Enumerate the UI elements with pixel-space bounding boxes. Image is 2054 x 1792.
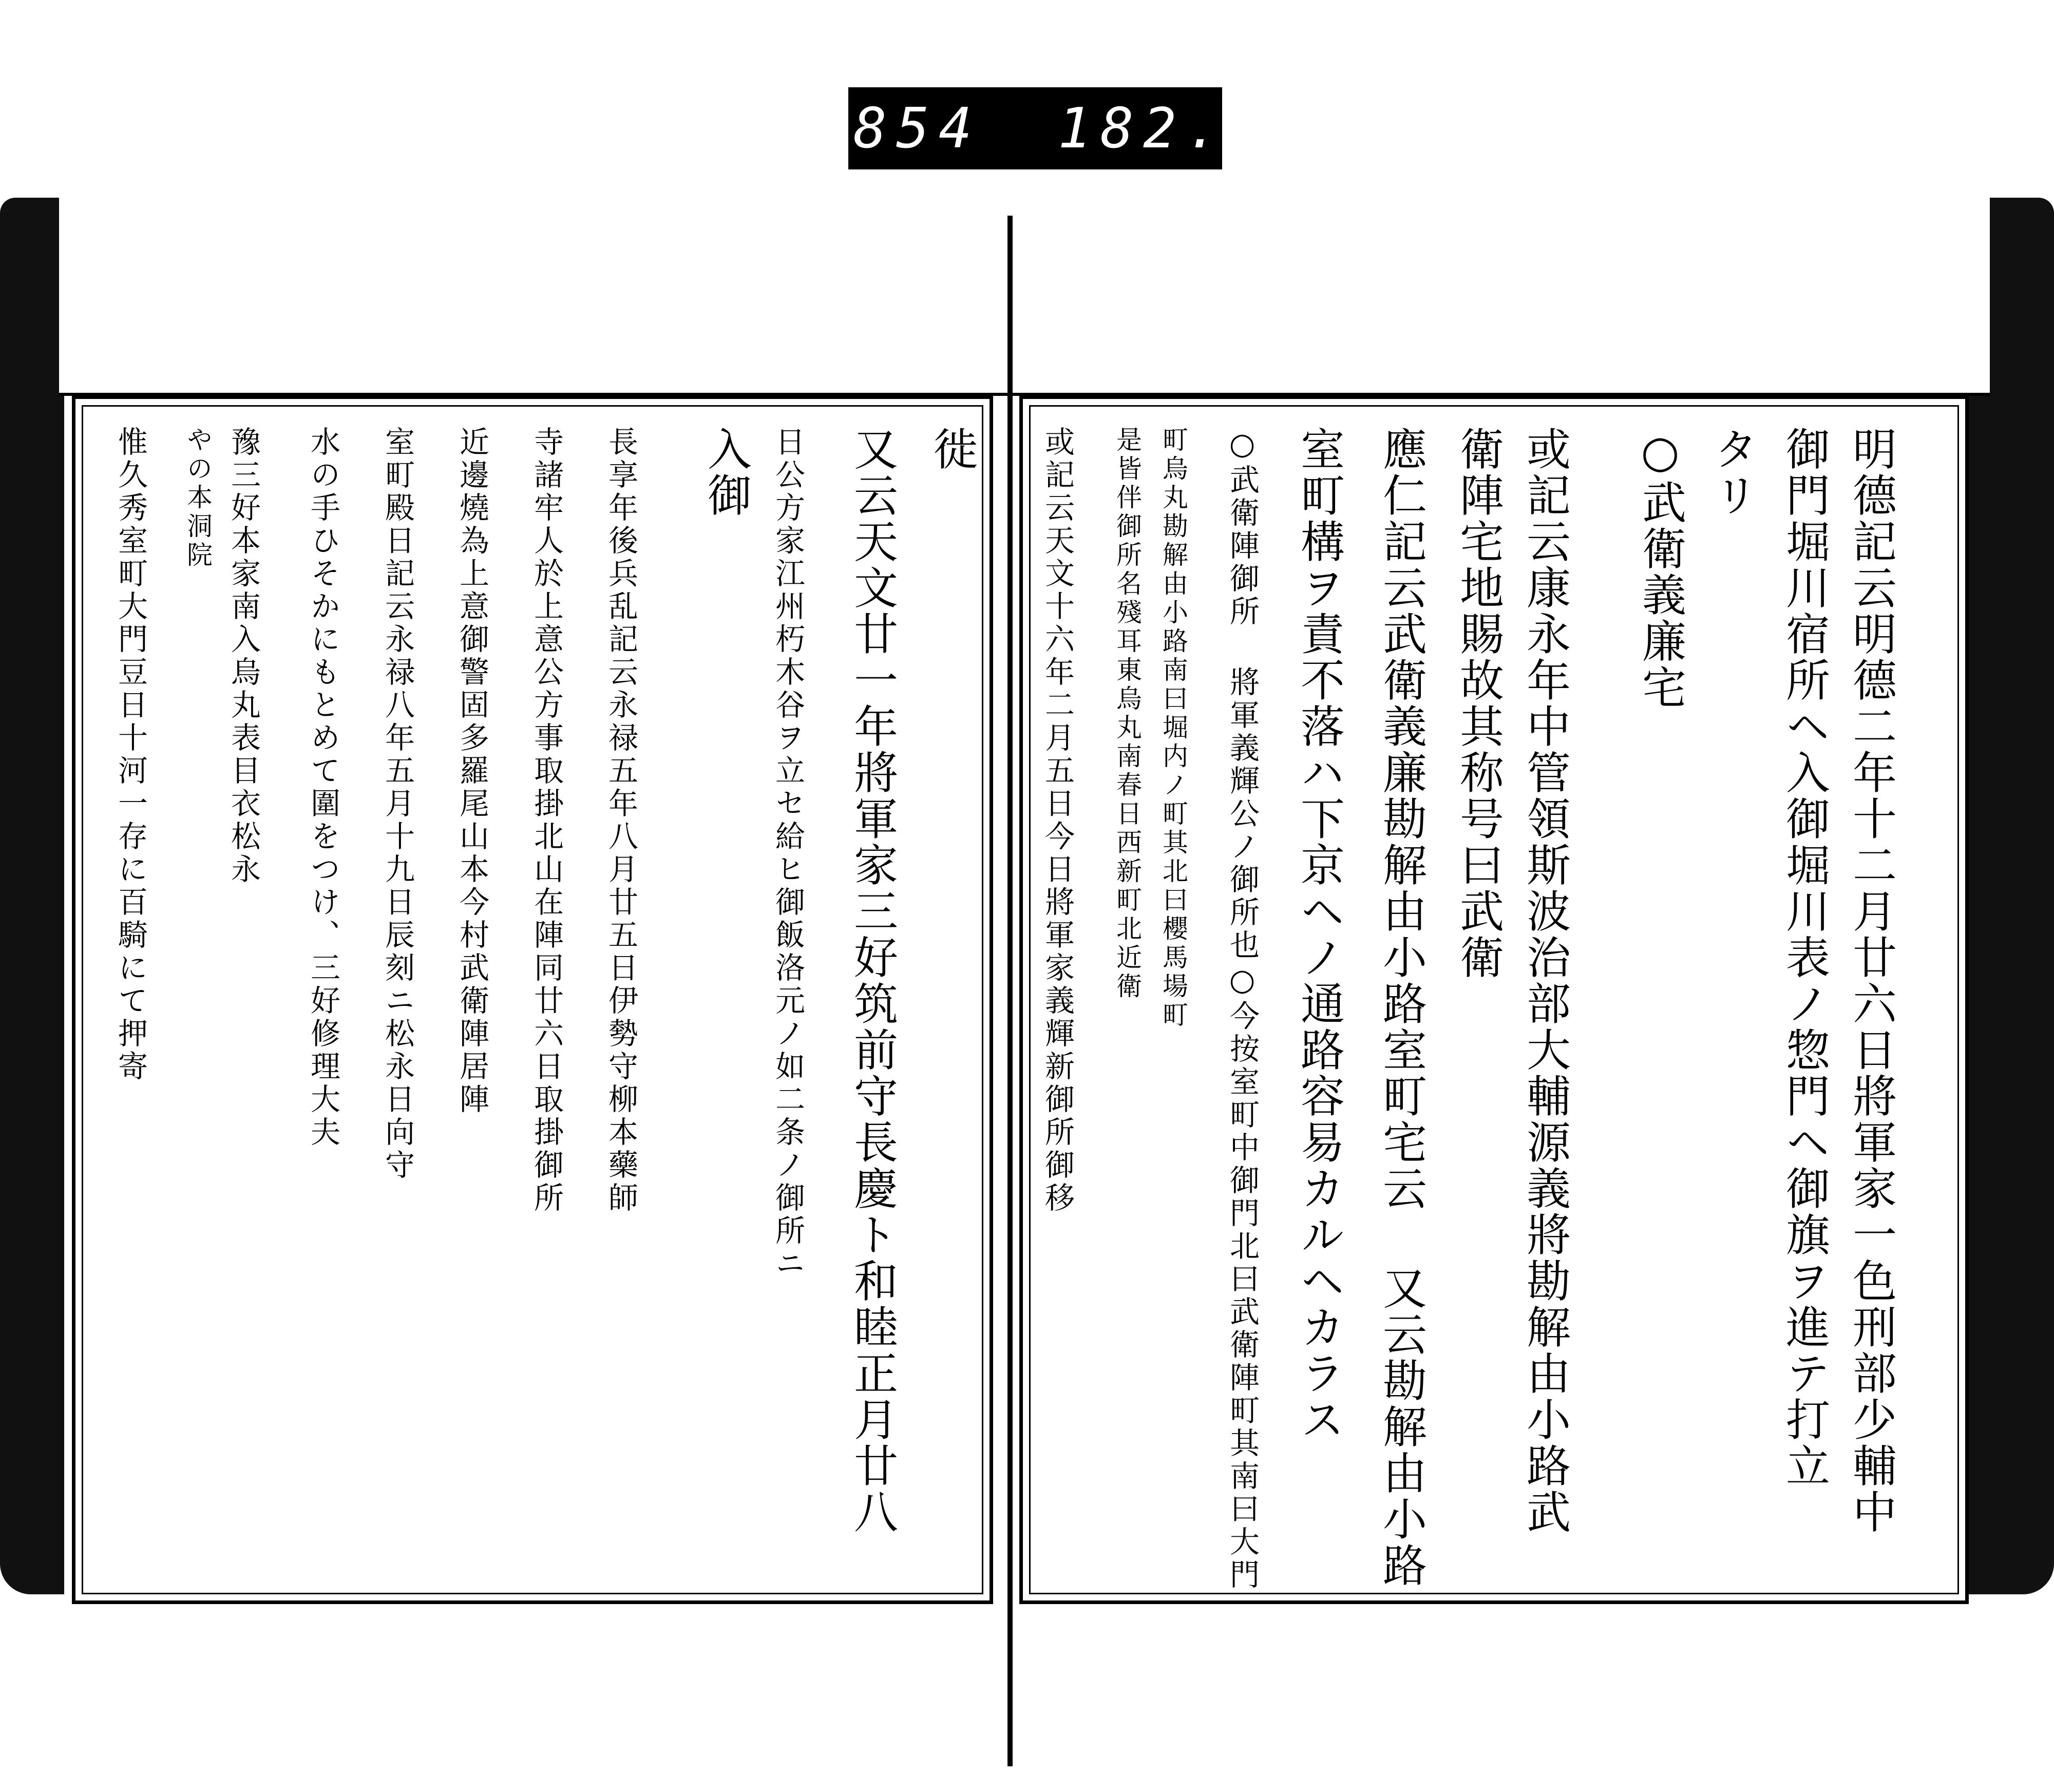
text-column: 或記云康永年中管領斯波治部大輔源義將勘解由小路武 [1519,426,1570,1535]
text-column: 御門堀川宿所ヘ入御堀川表ノ惣門ヘ御旗ヲ進テ打立 [1778,426,1830,1489]
book-edge-left [0,198,64,1594]
text-column: 又云天文廿一年將軍家三好筑前守長慶ト和睦正月廿八 [846,426,898,1535]
scan-label-right: 182. [1058,97,1229,161]
text-column: 是皆伴御所名殘耳東烏丸南春日西新町北近衛 [1112,426,1142,1001]
text-column: 長享年後兵乱記云永禄五年八月廿五日伊勢守柳本藥師 [603,426,638,1215]
text-column: 町烏丸勘解由小路南曰堀内ノ町其北曰櫻馬場町 [1158,426,1188,1030]
text-column: 近邊燒為上意御警固多羅尾山本今村武衛陣居陣 [454,426,489,1116]
text-column: やの本洞院 [183,426,213,570]
text-column: 水の手ひそかにもとめて圍をつけ、三好修理大夫 [306,426,340,1149]
text-column: 寺諸牢人於上意公方事取掛北山在陣同廿六日取掛御所 [529,426,564,1215]
book-edge-right [1956,198,2054,1594]
text-column: 豫三好本家南入烏丸表目衣松永 [226,426,261,886]
scan-label-bar [848,87,1229,169]
text-column: タリ [1706,426,1758,519]
text-column: 室町構ヲ責不落ハ下京ヘノ通路容易カルヘカラス [1293,426,1344,1443]
text-column: ○武衛陣御所 將軍義輝公ノ御所也○今按室町中御門北曰武衛陣町其南曰大門 [1225,426,1260,1592]
page-top-margin [59,198,1990,396]
text-column: 室町殿日記云永禄八年五月十九日辰刻ニ松永日向守 [380,426,415,1182]
text-column: 應仁記云武衛義廉勘解由小路室町宅云 又云勘解由小路 [1375,426,1427,1589]
text-column: 惟久秀室町大門豆日十河一存に百騎にて押寄 [113,426,148,1083]
text-column: 入御 [700,426,751,519]
text-column: 明德記云明德二年十二月廿六日將軍家一色刑部少輔中 [1845,426,1896,1535]
text-column: ○武衛義廉宅 [1634,426,1686,711]
text-column: 徙 [926,426,977,472]
text-column: 日公方家江州朽木谷ヲ立セ給ヒ御飯洛元ノ如二条ノ御所ニ [770,426,805,1281]
book-spine [1007,216,1013,1766]
scan-label-left: 854 [853,97,982,161]
text-column: 衛陣宅地賜故其称号曰武衛 [1452,426,1504,981]
text-column: 或記云天文十六年二月五日今日將軍家義輝新御所御移 [1040,426,1075,1215]
